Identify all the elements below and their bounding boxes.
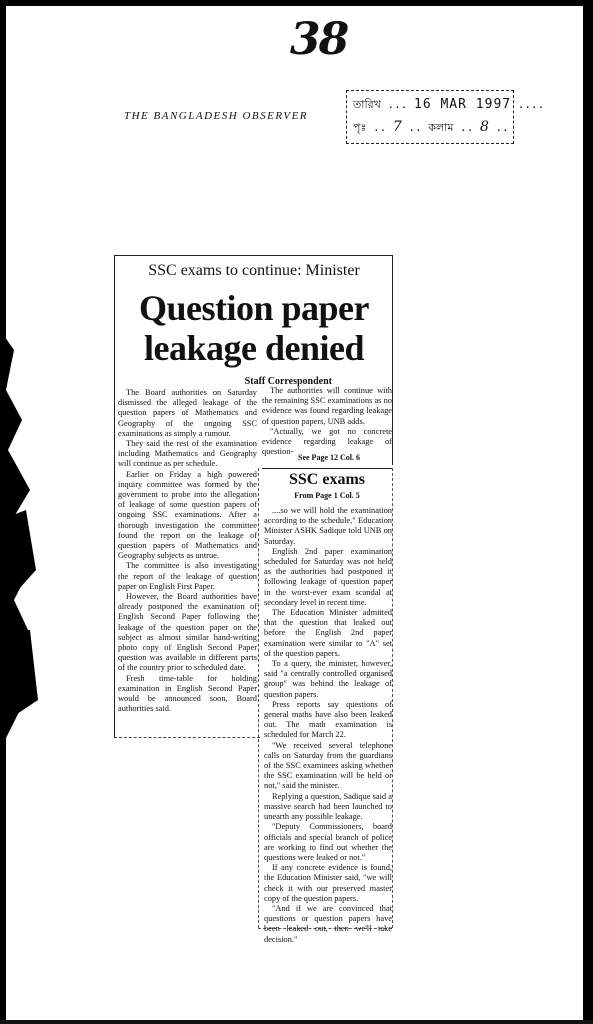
- article-paragraph: The Board authorities on Saturday dismissed the alleged leakage of the question papers of Mathematics and Geography of the ongoing SSC examinations as simply a rumour.: [118, 388, 257, 438]
- continuation-paragraph: The Education Minister admitted that the question that leaked out before the English 2nd paper examination were similar to "A" set of the question papers.: [264, 608, 392, 658]
- continuation-paragraph: English 2nd paper examination scheduled for Saturday was not held as the authorities had postponed it following leakage of question paper in the worst-ever exam scandal at secondary level in recent time.: [264, 546, 392, 607]
- stamp-column-label: কলাম: [428, 121, 454, 134]
- article-byline: Staff Correspondent: [244, 376, 332, 387]
- article-paragraph: The authorities will continue with the remaining SSC examinations as no evidence was found regarding leakage of question papers, UNB adds.: [262, 386, 392, 426]
- article-paragraph: Earlier on Friday a high powered inquiry committee was formed by the government to probe into the allegation of leakage of some question papers of ongoing SSC examinations. After a thorough investigation the committee found the report on the leakage of question papers of Mathematics and Geography subjects as untrue.: [118, 469, 257, 561]
- article-paragraph: They said the rest of the examination including Mathematics and Geography will continue as per schedule.: [118, 439, 257, 469]
- continuation-paragraph: "And if we are convinced that questions or question papers have been leaked out, then we'll take decision.": [264, 903, 392, 944]
- stamp-page-row: পৃঃ .. 7 .. কলাম .. 8 ..: [353, 119, 509, 135]
- continuation-paragraph: Press reports say questions of general maths have also been leaked out. The math examination is scheduled for March 22.: [264, 699, 392, 740]
- scan-edge-top: [0, 0, 593, 6]
- handwritten-page-number: 38: [290, 14, 348, 65]
- stamp-date-label: তারিখ: [353, 98, 381, 111]
- article-paragraph: "Actually, we got no concrete evidence regarding leakage of question-: [262, 426, 392, 457]
- stamp-date-row: তারিখ ... 16 MAR 1997 ....: [353, 97, 545, 112]
- clipping-border: [258, 468, 259, 928]
- continuation-paragraph: To a query, the minister, however, said "a centrally controlled organised group" was behind the leakage of question papers.: [264, 659, 392, 699]
- article-paragraph: Fresh time-table for holding examination in English Second Paper would be announced soon, Board authorities said.: [118, 673, 257, 714]
- article-paragraph: However, the Board authorities have already postponed the examination of English Second Paper following the leakage of the question paper on the subject as almost similar hand-writing photo copy of English Second Paper question was available in different parts of the country prior to scheduled date.: [118, 592, 257, 673]
- scan-left-artifact: [0, 330, 40, 750]
- newspaper-name: THE BANGLADESH OBSERVER: [124, 110, 309, 122]
- clipping-border: [392, 255, 393, 465]
- continuation-paragraph: If any concrete evidence is found, the Education Minister said, "we will check it with our preserved master copy of the question papers.: [264, 863, 392, 903]
- stamp-page-value: 7: [392, 119, 402, 135]
- article-column-2: [262, 386, 392, 457]
- continuation-headline: SSC exams: [288, 471, 365, 488]
- article-column-1: [118, 388, 257, 715]
- continuation-paragraph: "Deputy Commissioners, board officials and special branch of police are working to find out whether the questions were leaked or not.": [264, 822, 392, 862]
- clipping-border: [392, 468, 393, 928]
- article-paragraph: The committee is also investigating the report of the leakage of question paper on English First Paper.: [118, 561, 257, 591]
- continuation-paragraph: "We received several telephone calls on Saturday from the guardians of the SSC examinees asking whether the SSC examination will be held or not," said the minister.: [264, 740, 392, 791]
- article-headline: Question paper leakage denied: [138, 288, 370, 368]
- continuation-from-line: From Page 1 Col. 5: [294, 491, 360, 500]
- scan-edge-bottom: [0, 1020, 593, 1024]
- clipping-border: [262, 468, 392, 469]
- clipping-border: [114, 737, 260, 738]
- continuation-paragraph: Replying a question, Sadique said a massive search had been launched to unearth any possible leakage.: [264, 791, 392, 822]
- continuation-paragraph: ....so we will hold the examination according to the schedule," Education Minister ASHK Sadique told UNB on Saturday.: [264, 506, 392, 546]
- stamp-date-value: 16 MAR 1997: [414, 97, 512, 112]
- continuation-column: [264, 506, 392, 945]
- archive-stamp: [346, 90, 545, 144]
- clipping-border: [114, 255, 392, 256]
- continued-to-line: See Page 12 Col. 6: [298, 453, 360, 462]
- stamp-column-value: 8: [479, 119, 489, 135]
- article-kicker: SSC exams to continue: Minister: [148, 262, 360, 279]
- clipping-border: [114, 255, 115, 737]
- stamp-page-label: পৃঃ: [353, 121, 367, 134]
- scan-edge-right: [583, 0, 593, 1024]
